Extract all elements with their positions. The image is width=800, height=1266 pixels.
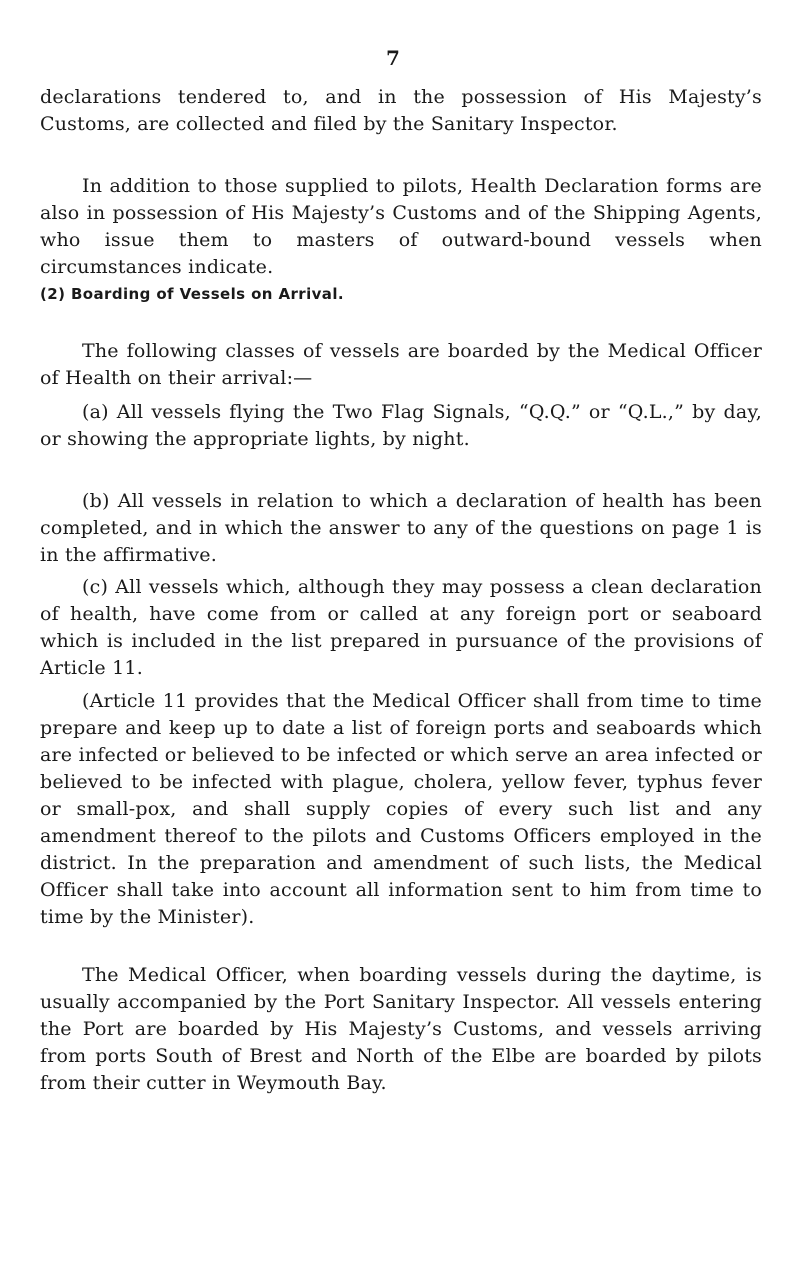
list-item-b: (b) All vessels in relation to which a declaration of health has been completed, and in which the answer to any of the questions on page 1 is in the affirmative.	[40, 490, 762, 566]
paragraph-declarations-filed: declarations tendered to, and in the possession of His Majesty’s Customs, are collected and filed by the Sanitary Inspector.	[40, 86, 762, 135]
paragraph-boarding-daytime: The Medical Officer, when boarding vessels during the daytime, is usually accompanied by the Port Sanitary Inspector. All vessels entering the Port are boarded by His Majesty’s Customs, and vessels arriving from ports South of Brest and North of the Elbe are boarded by pilots from their cutter in Weymouth Bay.	[40, 964, 762, 1094]
list-item-a: (a) All vessels flying the Two Flag Signals, “Q.Q.” or “Q.L.,” by day, or showing the appropriate lights, by night.	[40, 401, 762, 450]
page-number: 7	[386, 46, 400, 70]
section-heading-boarding: (2) Boarding of Vessels on Arrival.	[40, 285, 344, 303]
paragraph-health-declaration-forms: In addition to those supplied to pilots, Health Declaration forms are also in possession of His Majesty’s Customs and of the Shipping Agents, who issue them to masters of outward-bound vessels when circumstances indicate.	[40, 175, 762, 278]
list-item-c: (c) All vessels which, although they may possess a clean declaration of health, have come from or called at any foreign port or seaboard which is included in the list prepared in pursuance of the provisions of Article 11.	[40, 576, 762, 679]
paragraph-article-11: (Article 11 provides that the Medical Officer shall from time to time prepare and keep up to date a list of foreign ports and seaboards which are infected or believed to be infected or which serve an area infected or believed to be infected with plague, cholera, yellow fever, typhus fever or small-pox, and shall supply copies of every such list and any amendment thereof to the pilots and Customs Officers employed in the district. In the preparation and amendment of such lists, the Medical Officer shall take into account all information sent to him from time to time by the Minister).	[40, 690, 762, 928]
paragraph-classes-boarded: The following classes of vessels are boarded by the Medical Officer of Health on their arrival:—	[40, 340, 762, 389]
